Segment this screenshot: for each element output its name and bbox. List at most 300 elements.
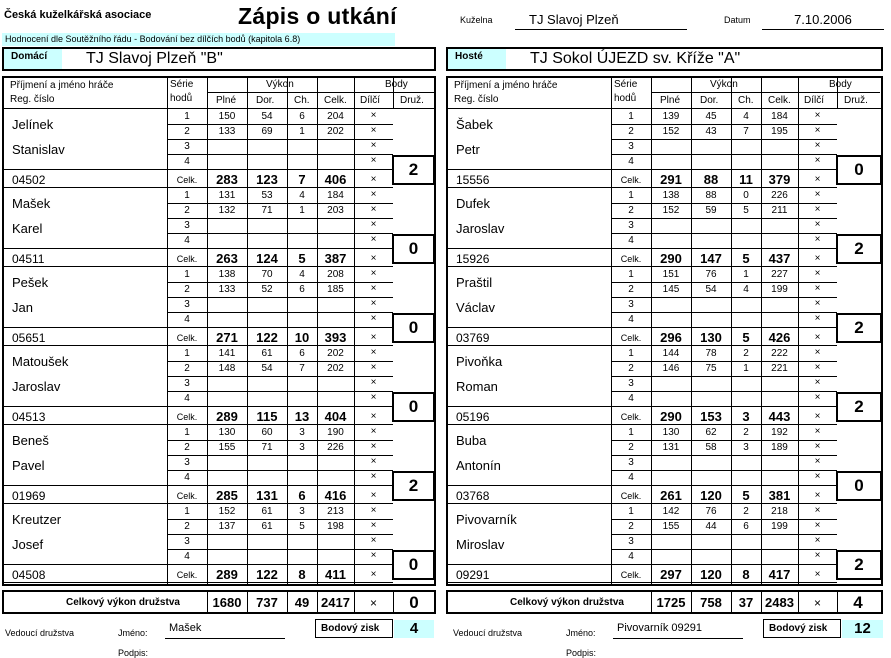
guest-player-surname[interactable]: Pivoňka	[456, 354, 503, 369]
guest-celk-label: Celk.	[620, 254, 642, 264]
guest-serie-plne[interactable]: 151	[662, 269, 680, 280]
guest-col-serie: Série	[614, 79, 638, 90]
guest-serie-number: 2	[628, 205, 634, 216]
guest-serie-celk[interactable]: 222	[771, 348, 788, 359]
guest-serie-ch[interactable]: 2	[743, 427, 749, 438]
home-celk-label: Celk.	[176, 412, 198, 422]
guest-player-firstname[interactable]: Jaroslav	[456, 221, 505, 236]
guest-serie-number: 3	[628, 536, 634, 547]
guest-col-body: Body	[829, 79, 852, 90]
guest-celk-label: Celk.	[620, 333, 642, 343]
home-total-plne: 289	[216, 567, 238, 582]
guest-serie-dor[interactable]: 58	[705, 442, 717, 453]
guest-serie-ch[interactable]: 1	[743, 269, 749, 280]
organization-name: Česká kuželkářská asociace	[4, 9, 152, 21]
home-col-vykon: Výkon	[266, 79, 294, 90]
guest-serie-ch[interactable]: 5	[743, 205, 749, 216]
guest-player-surname[interactable]: Šabek	[456, 117, 493, 132]
guest-serie-ch[interactable]: 4	[743, 284, 749, 295]
guest-serie-plne[interactable]: 152	[662, 126, 680, 137]
home-serie-plne[interactable]: 138	[218, 269, 236, 280]
datum-value: 7.10.2006	[794, 12, 852, 27]
home-player-surname[interactable]: Kreutzer	[12, 512, 62, 527]
guest-dilci-mark: ×	[814, 456, 821, 467]
guest-dilci-mark: ×	[814, 155, 821, 166]
home-total-ch: 7	[298, 172, 306, 187]
home-row-line	[167, 327, 393, 328]
guest-team-points[interactable]: 2	[836, 550, 882, 580]
home-serie-number: 3	[184, 141, 190, 152]
home-serie-dor[interactable]: 61	[261, 348, 273, 359]
guest-dilci-mark: ×	[814, 204, 821, 215]
home-team-points[interactable]: 0	[392, 313, 435, 343]
home-dilci-mark: ×	[370, 204, 377, 215]
guest-dilci-mark: ×	[814, 347, 821, 358]
home-serie-plne[interactable]: 133	[218, 126, 236, 137]
home-serie-ch[interactable]: 1	[299, 205, 305, 216]
home-serie-ch[interactable]: 4	[299, 269, 305, 280]
guest-team-points[interactable]: 0	[836, 471, 882, 501]
guest-player-reg[interactable]: 03769	[456, 331, 490, 345]
home-serie-number: 3	[184, 378, 190, 389]
guest-leader-name-field[interactable]	[613, 622, 743, 639]
home-player-reg[interactable]: 01969	[12, 489, 46, 503]
home-serie-dor[interactable]: 54	[261, 363, 273, 374]
guest-dilci-mark: ×	[814, 140, 821, 151]
home-serie-number: 4	[184, 472, 190, 483]
guest-serie-plne[interactable]: 146	[662, 363, 680, 374]
guest-row-line	[611, 406, 837, 407]
home-player-firstname[interactable]: Jaroslav	[12, 379, 61, 394]
home-summary-points: 0	[409, 593, 419, 612]
home-dilci-mark: ×	[370, 313, 377, 324]
home-serie-ch[interactable]: 3	[299, 427, 305, 438]
home-zisk-label: Bodový zisk	[315, 619, 393, 638]
home-player-surname[interactable]: Mašek	[12, 196, 51, 211]
guest-player-block	[448, 425, 881, 504]
guest-serie-ch[interactable]: 2	[743, 506, 749, 517]
guest-player-reg[interactable]: 15926	[456, 252, 490, 266]
home-team-points[interactable]: 0	[392, 234, 435, 264]
guest-serie-dor[interactable]: 45	[705, 111, 717, 122]
home-dilci-mark: ×	[370, 283, 377, 294]
guest-total-dor: 120	[700, 567, 722, 582]
guest-total-ch: 5	[742, 330, 750, 345]
guest-serie-ch[interactable]: 2	[743, 348, 749, 359]
guest-total-dor: 153	[700, 409, 722, 424]
guest-row-line	[448, 327, 611, 328]
guest-serie-dor[interactable]: 62	[705, 427, 717, 438]
home-total-dor: 122	[256, 567, 278, 582]
guest-player-surname[interactable]: Praštil	[456, 275, 493, 290]
home-col-serie: Série	[170, 79, 194, 90]
home-serie-plne[interactable]: 133	[218, 284, 236, 295]
home-dilci-mark: ×	[370, 392, 377, 403]
guest-total-celk: 437	[768, 251, 791, 266]
home-player-reg[interactable]: 04511	[12, 252, 45, 266]
home-serie-plne[interactable]: 141	[218, 348, 236, 359]
home-serie-ch[interactable]: 3	[299, 506, 305, 517]
home-serie-number: 4	[184, 156, 190, 167]
guest-dilci-mark: ×	[814, 125, 821, 136]
home-serie-number: 3	[184, 299, 190, 310]
guest-col-druz: Druž.	[844, 95, 868, 106]
guest-team-points[interactable]: 0	[836, 155, 882, 185]
guest-player-firstname[interactable]: Václav	[456, 300, 496, 315]
guest-col-ch: Ch.	[738, 95, 754, 106]
home-row-line	[167, 564, 393, 565]
guest-serie-dor[interactable]: 76	[705, 506, 717, 517]
home-serie-ch[interactable]: 3	[299, 442, 305, 453]
guest-serie-number: 1	[628, 427, 634, 438]
home-serie-ch[interactable]: 7	[299, 363, 305, 374]
guest-row-line	[611, 485, 837, 486]
home-col-plne: Plné	[216, 95, 237, 106]
guest-total-ch: 5	[742, 251, 750, 266]
guest-serie-plne[interactable]: 152	[662, 205, 680, 216]
guest-serie-plne[interactable]: 139	[662, 111, 680, 122]
guest-serie-celk[interactable]: 218	[771, 506, 788, 517]
home-serie-plne[interactable]: 148	[218, 363, 236, 374]
guest-summary-label: Celkový výkon družstva	[510, 597, 624, 608]
guest-row-line	[448, 485, 611, 486]
home-total-celk: 387	[324, 251, 347, 266]
home-dilci-mark: ×	[370, 362, 377, 373]
guest-team-points[interactable]: 2	[836, 313, 882, 343]
home-player-surname[interactable]: Jelínek	[12, 117, 54, 132]
guest-dilci-mark: ×	[814, 490, 821, 501]
home-total-plne: 285	[216, 488, 238, 503]
home-serie-plne[interactable]: 155	[218, 442, 236, 453]
home-total-celk: 416	[324, 488, 347, 503]
home-player-firstname[interactable]: Josef	[12, 537, 44, 552]
guest-player-block	[448, 346, 881, 425]
rules-subtitle: Hodnocení dle Soutěžního řádu - Bodování bez dílčích bodů (kapitola 6.8)	[2, 33, 395, 46]
home-player-surname[interactable]: Pešek	[12, 275, 49, 290]
guest-player-surname[interactable]: Buba	[456, 433, 487, 448]
home-serie-dor[interactable]: 52	[261, 284, 273, 295]
guest-serie-plne[interactable]: 142	[662, 506, 680, 517]
home-serie-dor[interactable]: 70	[261, 269, 273, 280]
home-serie-dor[interactable]: 61	[261, 506, 273, 517]
guest-player-firstname[interactable]: Roman	[456, 379, 498, 394]
home-block-line	[4, 582, 393, 583]
home-serie-celk[interactable]: 203	[327, 205, 344, 216]
guest-team-name[interactable]: TJ Sokol ÚJEZD sv. Kříže "A"	[530, 50, 741, 67]
home-dilci-mark: ×	[370, 377, 377, 388]
home-serie-dor[interactable]: 69	[261, 126, 273, 137]
guest-col-hodu: hodů	[614, 93, 637, 104]
guest-dilci-mark: ×	[814, 268, 821, 279]
guest-player-surname[interactable]: Dufek	[456, 196, 490, 211]
home-serie-celk[interactable]: 226	[327, 442, 344, 453]
guest-serie-number: 1	[628, 190, 634, 201]
home-player-reg[interactable]: 04508	[12, 568, 46, 582]
home-serie-celk[interactable]: 202	[327, 363, 344, 374]
home-serie-dor[interactable]: 71	[261, 205, 273, 216]
guest-dilci-mark: ×	[814, 569, 821, 580]
home-player-reg[interactable]: 04502	[12, 173, 46, 187]
guest-serie-plne[interactable]: 130	[662, 427, 680, 438]
home-serie-number: 4	[184, 314, 190, 325]
guest-player-reg[interactable]: 05196	[456, 410, 490, 424]
guest-serie-dor[interactable]: 78	[705, 348, 717, 359]
home-serie-number: 2	[184, 205, 190, 216]
home-total-plne: 263	[216, 251, 238, 266]
home-serie-celk[interactable]: 184	[327, 190, 344, 201]
home-team-bar	[2, 47, 436, 71]
guest-serie-plne[interactable]: 145	[662, 284, 680, 295]
home-dilci-mark: ×	[370, 520, 377, 531]
home-leader-name-field[interactable]	[165, 622, 285, 639]
home-serie-celk[interactable]: 204	[327, 111, 344, 122]
guest-serie-celk[interactable]: 199	[771, 284, 788, 295]
home-serie-celk[interactable]: 202	[327, 126, 344, 137]
guest-serie-plne[interactable]: 131	[662, 442, 680, 453]
home-serie-ch[interactable]: 6	[299, 284, 305, 295]
guest-player-surname[interactable]: Pivovarník	[456, 512, 517, 527]
guest-serie-number: 3	[628, 378, 634, 389]
guest-serie-dor[interactable]: 76	[705, 269, 717, 280]
guest-serie-celk[interactable]: 211	[771, 205, 788, 216]
home-row-line	[4, 248, 167, 249]
home-dilci-mark: ×	[370, 140, 377, 151]
home-team-points[interactable]: 0	[392, 550, 435, 580]
guest-summary-row	[446, 590, 883, 614]
guest-serie-celk[interactable]: 184	[771, 111, 788, 122]
home-col-dor: Dor.	[256, 95, 275, 106]
guest-dilci-mark: ×	[814, 377, 821, 388]
guest-total-dor: 120	[700, 488, 722, 503]
home-dilci-mark: ×	[370, 189, 377, 200]
datum-field[interactable]	[762, 12, 884, 30]
home-serie-ch[interactable]: 6	[299, 111, 305, 122]
home-row-line	[4, 564, 167, 565]
guest-serie-number: 4	[628, 235, 634, 246]
home-team-points[interactable]: 2	[392, 155, 435, 185]
guest-total-dor: 130	[700, 330, 722, 345]
home-serie-celk[interactable]: 190	[327, 427, 344, 438]
home-serie-plne[interactable]: 130	[218, 427, 236, 438]
guest-total-ch: 3	[742, 409, 750, 424]
home-serie-number: 2	[184, 126, 190, 137]
home-serie-plne[interactable]: 132	[218, 205, 236, 216]
home-player-firstname[interactable]: Jan	[12, 300, 33, 315]
guest-serie-dor[interactable]: 43	[705, 126, 717, 137]
home-serie-plne[interactable]: 137	[218, 521, 236, 532]
guest-row-line	[448, 248, 611, 249]
guest-serie-plne[interactable]: 144	[662, 348, 680, 359]
guest-serie-celk[interactable]: 199	[771, 521, 788, 532]
home-leader-name: Mašek	[169, 622, 202, 634]
guest-player-firstname[interactable]: Miroslav	[456, 537, 505, 552]
guest-total-dor: 88	[703, 172, 719, 187]
guest-total-ch: 8	[742, 567, 750, 582]
guest-team-points[interactable]: 2	[836, 392, 882, 422]
home-dilci-mark: ×	[370, 174, 377, 185]
guest-serie-dor[interactable]: 88	[705, 190, 717, 201]
home-player-firstname[interactable]: Karel	[12, 221, 43, 236]
home-dilci-mark: ×	[370, 569, 377, 580]
guest-zisk-value: 12	[842, 620, 883, 638]
home-col-druz: Druž.	[400, 95, 424, 106]
guest-player-firstname[interactable]: Antonín	[456, 458, 501, 473]
home-dilci-mark: ×	[370, 155, 377, 166]
home-total-dor: 122	[256, 330, 278, 345]
guest-serie-dor[interactable]: 54	[705, 284, 717, 295]
guest-serie-dor[interactable]: 44	[705, 521, 717, 532]
home-col-body: Body	[385, 79, 408, 90]
guest-summary-ch: 37	[738, 595, 754, 610]
home-team-points[interactable]: 2	[392, 471, 435, 501]
home-player-reg[interactable]: 05651	[12, 331, 46, 345]
home-dilci-mark: ×	[370, 268, 377, 279]
guest-serie-ch[interactable]: 3	[743, 442, 749, 453]
home-player-firstname[interactable]: Pavel	[12, 458, 45, 473]
home-dilci-mark: ×	[370, 426, 377, 437]
home-player-block	[4, 504, 434, 583]
guest-total-plne: 261	[660, 488, 682, 503]
guest-serie-number: 4	[628, 156, 634, 167]
guest-dilci-mark: ×	[814, 535, 821, 546]
home-player-block	[4, 109, 434, 188]
home-serie-celk[interactable]: 202	[327, 348, 344, 359]
guest-serie-dor[interactable]: 75	[705, 363, 717, 374]
home-name-label: Jméno:	[118, 628, 148, 638]
home-player-surname[interactable]: Beneš	[12, 433, 49, 448]
home-serie-number: 3	[184, 536, 190, 547]
home-serie-dor[interactable]: 61	[261, 521, 273, 532]
guest-player-block	[448, 267, 881, 346]
guest-serie-number: 4	[628, 314, 634, 325]
guest-serie-ch[interactable]: 7	[743, 126, 749, 137]
home-dilci-mark: ×	[370, 471, 377, 482]
guest-dilci-mark: ×	[814, 426, 821, 437]
guest-serie-dor[interactable]: 59	[705, 205, 717, 216]
guest-team-points[interactable]: 2	[836, 234, 882, 264]
guest-player-block	[448, 188, 881, 267]
kuzelna-label: Kuželna	[460, 15, 493, 25]
guest-serie-number: 1	[628, 348, 634, 359]
guest-player-reg[interactable]: 15556	[456, 173, 490, 187]
kuzelna-value: TJ Slavoj Plzeň	[529, 12, 619, 27]
home-celk-label: Celk.	[176, 570, 198, 580]
guest-dilci-mark: ×	[814, 411, 821, 422]
guest-dilci-mark: ×	[814, 505, 821, 516]
home-dilci-mark: ×	[370, 110, 377, 121]
home-serie-plne[interactable]: 131	[218, 190, 236, 201]
guest-player-reg[interactable]: 09291	[456, 568, 490, 582]
home-serie-dor[interactable]: 71	[261, 442, 273, 453]
guest-serie-celk[interactable]: 227	[771, 269, 788, 280]
home-total-ch: 8	[298, 567, 306, 582]
guest-serie-plne[interactable]: 138	[662, 190, 680, 201]
guest-total-celk: 426	[768, 330, 791, 345]
home-player-firstname[interactable]: Stanislav	[12, 142, 65, 157]
guest-total-ch: 11	[739, 172, 753, 187]
guest-serie-celk[interactable]: 195	[771, 126, 788, 137]
guest-leader-name: Pivovarník 09291	[617, 622, 702, 634]
guest-col-vykon: Výkon	[710, 79, 738, 90]
guest-player-firstname[interactable]: Petr	[456, 142, 480, 157]
home-player-block	[4, 346, 434, 425]
home-total-ch: 5	[298, 251, 306, 266]
home-serie-number: 1	[184, 190, 190, 201]
guest-col-name: Příjmení a jméno hráče	[454, 80, 558, 91]
home-podpis-label: Podpis:	[118, 648, 149, 658]
home-serie-number: 1	[184, 269, 190, 280]
home-serie-celk[interactable]: 185	[327, 284, 344, 295]
guest-serie-number: 4	[628, 551, 634, 562]
guest-row-line	[448, 406, 611, 407]
home-serie-celk[interactable]: 213	[327, 506, 344, 517]
home-serie-dor[interactable]: 60	[261, 427, 273, 438]
home-leader-label: Vedoucí družstva	[5, 628, 75, 638]
home-player-reg[interactable]: 04513	[12, 410, 46, 424]
home-serie-ch[interactable]: 6	[299, 348, 305, 359]
home-serie-dor[interactable]: 53	[261, 190, 273, 201]
home-row-line	[167, 485, 393, 486]
home-celk-label: Celk.	[176, 333, 198, 343]
home-score-table	[2, 76, 436, 586]
guest-serie-celk[interactable]: 221	[771, 363, 788, 374]
home-serie-celk[interactable]: 198	[327, 521, 344, 532]
home-col-name: Příjmení a jméno hráče	[10, 80, 114, 91]
home-serie-ch[interactable]: 4	[299, 190, 305, 201]
home-serie-ch[interactable]: 5	[299, 521, 305, 532]
guest-col-dor: Dor.	[700, 95, 719, 106]
guest-player-reg[interactable]: 03768	[456, 489, 490, 503]
home-summary-celk: 2417	[321, 595, 350, 610]
guest-serie-celk[interactable]: 192	[771, 427, 788, 438]
home-serie-number: 2	[184, 363, 190, 374]
guest-leader-label: Vedoucí družstva	[453, 628, 523, 638]
guest-serie-ch[interactable]: 1	[743, 363, 749, 374]
home-total-celk: 393	[324, 330, 347, 345]
home-dilci-mark: ×	[370, 441, 377, 452]
guest-serie-ch[interactable]: 0	[743, 190, 749, 201]
home-serie-plne[interactable]: 150	[218, 111, 236, 122]
kuzelna-field[interactable]	[515, 12, 687, 30]
guest-summary-dor: 758	[700, 595, 722, 610]
guest-total-celk: 443	[768, 409, 791, 424]
home-serie-ch[interactable]: 1	[299, 126, 305, 137]
home-player-block	[4, 188, 434, 267]
home-serie-dor[interactable]: 54	[261, 111, 273, 122]
guest-row-line	[448, 169, 611, 170]
home-serie-celk[interactable]: 208	[327, 269, 344, 280]
home-serie-number: 1	[184, 111, 190, 122]
home-dilci-mark: ×	[370, 411, 377, 422]
guest-serie-plne[interactable]: 155	[662, 521, 680, 532]
guest-serie-celk[interactable]: 226	[771, 190, 788, 201]
guest-serie-celk[interactable]: 189	[771, 442, 788, 453]
guest-serie-ch[interactable]: 4	[743, 111, 749, 122]
guest-total-ch: 5	[742, 488, 750, 503]
guest-col-plne: Plné	[660, 95, 681, 106]
home-team-points[interactable]: 0	[392, 392, 435, 422]
guest-block-line	[448, 582, 837, 583]
home-player-surname[interactable]: Matoušek	[12, 354, 69, 369]
home-serie-plne[interactable]: 152	[218, 506, 236, 517]
home-total-celk: 411	[325, 567, 346, 582]
guest-serie-number: 1	[628, 506, 634, 517]
home-summary-ch: 49	[294, 595, 310, 610]
guest-row-line	[611, 169, 837, 170]
home-team-name[interactable]: TJ Slavoj Plzeň "B"	[86, 50, 223, 67]
guest-serie-ch[interactable]: 6	[743, 521, 749, 532]
guest-serie-number: 1	[628, 269, 634, 280]
